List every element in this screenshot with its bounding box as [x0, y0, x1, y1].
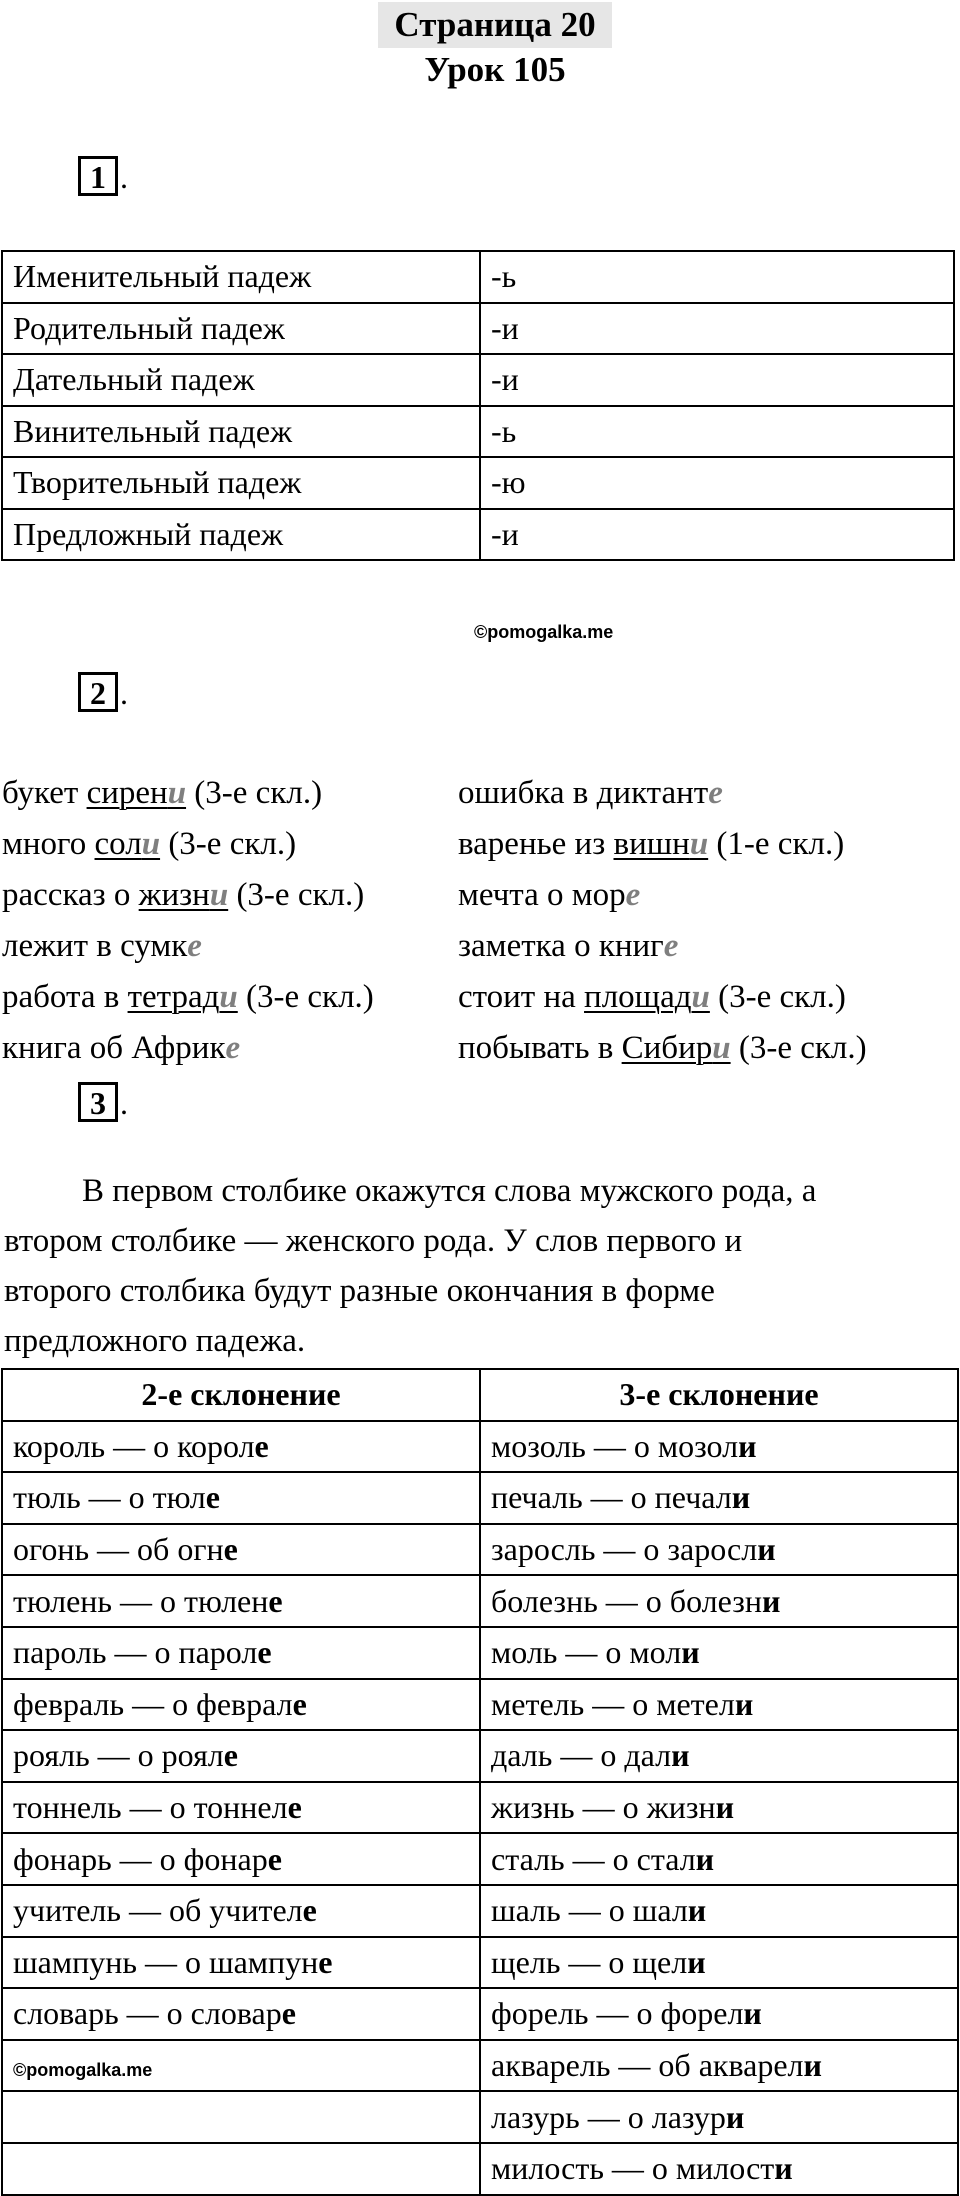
- case-name-cell: Винительный падеж: [2, 406, 480, 458]
- watermark-top: ©pomogalka.me: [474, 622, 614, 642]
- word-pair: февраль — о феврал: [13, 1685, 293, 1722]
- underlined-word: [128, 979, 238, 1015]
- second-declension-cell: [2, 1679, 480, 1731]
- second-declension-cell: [2, 1937, 480, 1989]
- phrase-prefix: рассказ о: [2, 877, 139, 913]
- phrase-prefix: мечта о мор: [458, 877, 626, 913]
- declension-note: (3-е скл.): [709, 979, 846, 1015]
- word-pair: даль — о дал: [491, 1737, 672, 1774]
- table-row: [2, 509, 954, 561]
- underlined-word: [87, 775, 186, 811]
- inserted-ending: е: [708, 775, 723, 811]
- word-list-right: [458, 768, 867, 1074]
- second-declension-cell: [2, 1472, 480, 1524]
- bold-ending: и: [687, 1892, 707, 1929]
- bold-ending: и: [743, 1995, 762, 2032]
- word-pair: заросль — о заросл: [491, 1531, 758, 1568]
- word-stem: Сибир: [621, 1030, 713, 1066]
- word-phrase: [458, 1023, 867, 1074]
- declension-note: (3-е скл.): [237, 979, 374, 1015]
- phrase-prefix: букет: [2, 775, 87, 811]
- declension-note: (1-е скл.): [708, 826, 845, 862]
- word-pair: учитель — об учител: [13, 1892, 303, 1929]
- task-2-number: 2 .: [78, 672, 118, 712]
- word-pair: акварель — об акварел: [491, 2047, 804, 2084]
- third-declension-cell: [480, 2091, 958, 2143]
- bold-ending: и: [774, 2150, 793, 2187]
- second-declension-cell: [2, 1627, 480, 1679]
- declension-note: (3-е скл.): [228, 877, 365, 913]
- case-ending-cell: -и: [480, 509, 954, 561]
- word-list-left: [2, 768, 374, 1074]
- bold-ending: е: [318, 1943, 333, 1980]
- bold-ending: и: [731, 1479, 751, 1516]
- bold-ending: е: [223, 1737, 238, 1774]
- task-3-number-text: 3: [90, 1085, 106, 1121]
- word-pair: сталь — о стал: [491, 1840, 696, 1877]
- bold-ending: е: [302, 1892, 317, 1929]
- word-pair: рояль — о роял: [13, 1737, 224, 1774]
- bold-ending: и: [695, 1840, 715, 1877]
- paragraph-line: второго столбика будут разные окончания в форме: [4, 1273, 715, 1309]
- second-declension-cell: [2, 1730, 480, 1782]
- case-ending-cell: -ю: [480, 457, 954, 509]
- task-3-number: 3 .: [78, 1082, 118, 1122]
- second-declension-cell: [2, 1833, 480, 1885]
- header-2nd-declension: 2-е склонение: [2, 1369, 480, 1421]
- word-phrase: [2, 921, 374, 972]
- phrase-prefix: стоит на: [458, 979, 585, 1015]
- third-declension-cell: [480, 2040, 958, 2092]
- declension-note: (3-е скл.): [160, 826, 297, 862]
- declension-table: [1, 1368, 959, 2196]
- header-3rd-declension: 3-е склонение: [480, 1369, 958, 1421]
- word-stem: площад: [584, 979, 692, 1015]
- table-row: [2, 1472, 958, 1524]
- bold-ending: е: [205, 1479, 220, 1516]
- inserted-ending: е: [187, 928, 202, 964]
- table-row: [2, 406, 954, 458]
- word-pair: форель — о форел: [491, 1995, 744, 2032]
- watermark-bottom: ©pomogalka.me: [13, 2060, 153, 2081]
- third-declension-cell: [480, 1627, 958, 1679]
- bold-ending: е: [268, 1582, 283, 1619]
- third-declension-cell: [480, 1679, 958, 1731]
- word-pair: тюль — о тюл: [13, 1479, 206, 1516]
- table-row: [2, 1627, 958, 1679]
- word-pair: мозоль — о мозол: [491, 1427, 739, 1464]
- word-phrase: [2, 870, 374, 921]
- word-pair: шампунь — о шампун: [13, 1943, 319, 1980]
- second-declension-cell: [2, 2040, 480, 2092]
- bold-ending: и: [803, 2047, 822, 2084]
- bold-ending: и: [761, 1582, 781, 1619]
- declension-note: (3-е скл.): [730, 1030, 867, 1066]
- cases-table: [1, 250, 955, 561]
- bold-ending: е: [257, 1634, 272, 1671]
- task-1-number: 1 .: [78, 156, 118, 196]
- phrase-prefix: книга об Африк: [2, 1030, 226, 1066]
- task-2-number-text: 2: [90, 675, 106, 711]
- table-row: [2, 2040, 958, 2092]
- second-declension-cell: [2, 1575, 480, 1627]
- word-stem: тетрад: [127, 979, 220, 1015]
- bold-ending: е: [292, 1685, 307, 1722]
- bold-ending: и: [671, 1737, 690, 1774]
- inserted-ending: е: [625, 877, 641, 913]
- table-row: [2, 457, 954, 509]
- underlined-word: [584, 979, 710, 1015]
- bold-ending: и: [734, 1685, 754, 1722]
- table-row: [2, 1782, 958, 1834]
- phrase-prefix: варенье из: [458, 826, 614, 862]
- case-name-cell: Именительный падеж: [2, 251, 480, 303]
- word-phrase: [458, 768, 867, 819]
- word-stem: жизн: [138, 877, 210, 913]
- inserted-ending: и: [689, 826, 709, 862]
- underlined-word: [622, 1030, 731, 1066]
- second-declension-cell: [2, 1782, 480, 1834]
- paragraph-line: втором столбике — женского рода. У слов первого и: [4, 1223, 743, 1259]
- third-declension-cell: [480, 1421, 958, 1473]
- bold-ending: е: [281, 1995, 296, 2032]
- task-3-paragraph: [4, 1166, 934, 1366]
- table-row: [2, 251, 954, 303]
- word-phrase: [458, 972, 867, 1023]
- second-declension-cell: [2, 1885, 480, 1937]
- inserted-ending: и: [691, 979, 710, 1015]
- third-declension-cell: [480, 1988, 958, 2040]
- word-phrase: [2, 768, 374, 819]
- word-pair: метель — о метел: [491, 1685, 735, 1722]
- word-pair: фонарь — о фонар: [13, 1840, 268, 1877]
- word-phrase: [458, 870, 867, 921]
- third-declension-cell: [480, 1782, 958, 1834]
- bold-ending: и: [681, 1634, 700, 1671]
- word-phrase: [2, 1023, 374, 1074]
- phrase-prefix: работа в: [2, 979, 128, 1015]
- inserted-ending: е: [225, 1030, 241, 1066]
- word-phrase: [458, 921, 867, 972]
- word-pair: моль — о мол: [491, 1634, 682, 1671]
- word-stem: вишн: [613, 826, 690, 862]
- case-name-cell: Родительный падеж: [2, 303, 480, 355]
- case-ending-cell: -и: [480, 354, 954, 406]
- case-name-cell: Предложный падеж: [2, 509, 480, 561]
- phrase-prefix: побывать в: [458, 1030, 622, 1066]
- table-row: [2, 1937, 958, 1989]
- case-ending-cell: -и: [480, 303, 954, 355]
- declension-header-row: [2, 1369, 958, 1421]
- table-row: [2, 2091, 958, 2143]
- second-declension-cell: [2, 2143, 480, 2195]
- word-pair: щель — о щел: [491, 1943, 688, 1980]
- table-row: [2, 1885, 958, 1937]
- table-row: [2, 1730, 958, 1782]
- phrase-prefix: лежит в сумк: [2, 928, 188, 964]
- table-row: [2, 354, 954, 406]
- case-name-cell: Дательный падеж: [2, 354, 480, 406]
- word-pair: пароль — о парол: [13, 1634, 258, 1671]
- word-stem: сирен: [86, 775, 168, 811]
- word-pair: лазурь — о лазур: [491, 2098, 726, 2135]
- table-row: [2, 1421, 958, 1473]
- word-pair: словарь — о словар: [13, 1995, 282, 2032]
- phrase-prefix: ошибка в диктант: [458, 775, 709, 811]
- case-ending-cell: -ь: [480, 406, 954, 458]
- word-phrase: [2, 972, 374, 1023]
- lesson-title: Урок 105: [424, 50, 566, 89]
- bold-ending: е: [254, 1427, 269, 1464]
- third-declension-cell: [480, 1524, 958, 1576]
- phrase-prefix: много: [2, 826, 95, 862]
- bold-ending: е: [287, 1789, 302, 1826]
- word-pair: огонь — об огн: [13, 1531, 224, 1568]
- table-row: [2, 1575, 958, 1627]
- bold-ending: и: [687, 1943, 706, 1980]
- word-stem: сол: [94, 826, 142, 862]
- page-title: Страница 20: [378, 2, 612, 48]
- third-declension-cell: [480, 1730, 958, 1782]
- inserted-ending: и: [219, 979, 238, 1015]
- case-ending-cell: -ь: [480, 251, 954, 303]
- bold-ending: и: [715, 1789, 735, 1826]
- second-declension-cell: [2, 1988, 480, 2040]
- word-pair: шаль — о шал: [491, 1892, 688, 1929]
- table-row: [2, 1988, 958, 2040]
- word-pair: печаль — о печал: [491, 1479, 732, 1516]
- declension-note: (3-е скл.): [186, 775, 323, 811]
- inserted-ending: и: [209, 877, 229, 913]
- third-declension-cell: [480, 2143, 958, 2195]
- bold-ending: и: [757, 1531, 776, 1568]
- case-name-cell: Творительный падеж: [2, 457, 480, 509]
- underlined-word: [139, 877, 229, 913]
- second-declension-cell: [2, 1524, 480, 1576]
- inserted-ending: е: [663, 928, 679, 964]
- table-row: [2, 2143, 958, 2195]
- word-pair: тоннель — о тоннел: [13, 1789, 288, 1826]
- inserted-ending: и: [712, 1030, 731, 1066]
- third-declension-cell: [480, 1833, 958, 1885]
- word-pair: жизнь — о жизн: [491, 1789, 716, 1826]
- third-declension-cell: [480, 1575, 958, 1627]
- paragraph-line: предложного падежа.: [4, 1323, 306, 1359]
- bold-ending: е: [267, 1840, 282, 1877]
- third-declension-cell: [480, 1472, 958, 1524]
- second-declension-cell: [2, 2091, 480, 2143]
- table-row: [2, 1524, 958, 1576]
- word-pair: болезнь — о болезн: [491, 1582, 762, 1619]
- paragraph-line: В первом столбике окажутся слова мужского рода, а: [82, 1173, 817, 1209]
- task-1-number-text: 1: [90, 159, 106, 195]
- word-pair: милость — о милост: [491, 2150, 775, 2187]
- underlined-word: [95, 826, 161, 862]
- bold-ending: и: [725, 2098, 745, 2135]
- word-phrase: [2, 819, 374, 870]
- phrase-prefix: заметка о книг: [458, 928, 664, 964]
- third-declension-cell: [480, 1937, 958, 1989]
- bold-ending: е: [223, 1531, 238, 1568]
- underlined-word: [614, 826, 709, 862]
- table-row: [2, 1679, 958, 1731]
- word-pair: тюлень — о тюлен: [13, 1582, 269, 1619]
- word-phrase: [458, 819, 867, 870]
- inserted-ending: и: [167, 775, 187, 811]
- table-row: [2, 303, 954, 355]
- second-declension-cell: [2, 1421, 480, 1473]
- inserted-ending: и: [141, 826, 161, 862]
- third-declension-cell: [480, 1885, 958, 1937]
- table-row: [2, 1833, 958, 1885]
- bold-ending: и: [738, 1427, 757, 1464]
- word-pair: король — о корол: [13, 1427, 255, 1464]
